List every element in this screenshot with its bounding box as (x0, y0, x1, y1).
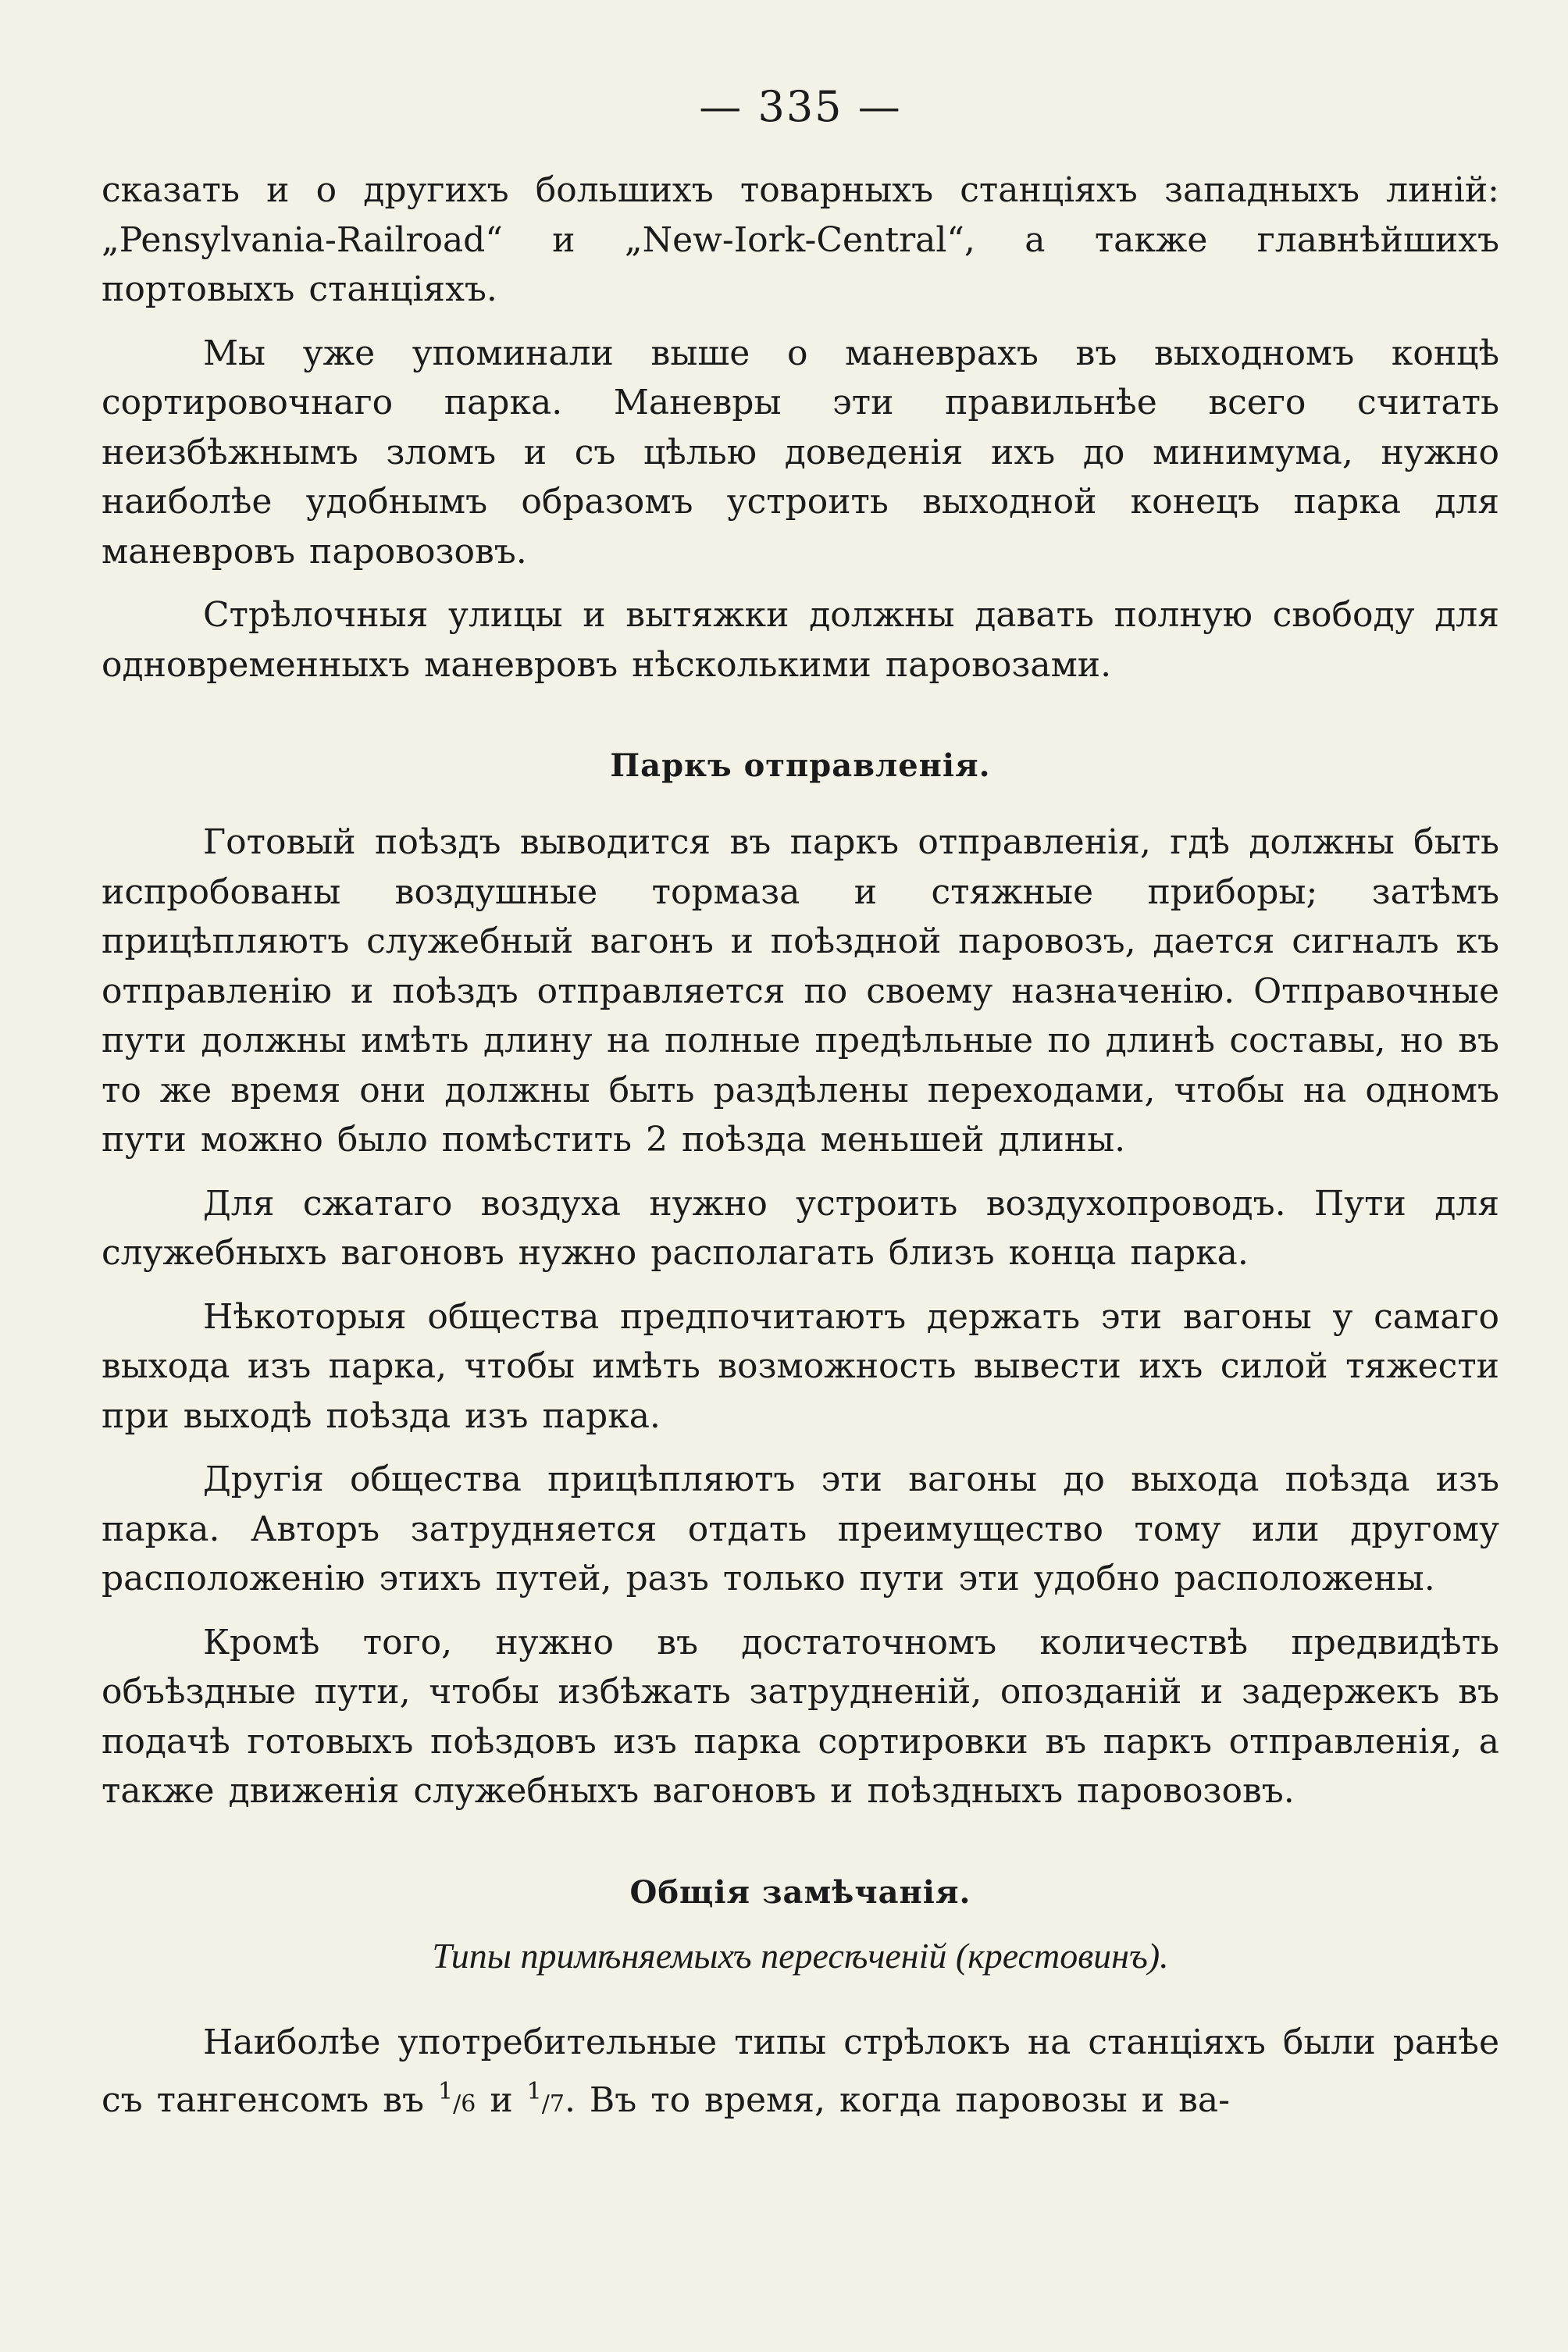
document-page (102, 82, 1499, 2129)
page-number: — 335 — (699, 82, 902, 131)
paragraph-continuation: сказать и о другихъ большихъ товарныхъ станціяхъ западныхъ линій: „Pensylvania-Railroad“ и „New-Iork-Central“, а также главнѣйшихъ портовыхъ станціяхъ. (102, 170, 1499, 309)
section-heading-general-remarks: Общія замѣчанія. (629, 1873, 971, 1911)
text-after: . Въ то время, когда паровозы и ва- (564, 2080, 1230, 2120)
paragraph-switch-types (102, 2018, 1499, 2129)
paragraph-maneuvers: Мы уже упоминали выше о маневрахъ въ выходномъ концѣ сортировочнаго парка. Маневры эти правильнѣе всего считать неизбѣжнымъ зломъ и съ цѣлью доведенія ихъ до минимума, нужно наиболѣе удобнымъ образомъ устроить выходной конецъ парка для маневровъ паровозовъ. (102, 333, 1499, 572)
text-before: Наиболѣе употребительные типы стрѣлокъ на станціяхъ были ранѣе съ тангенсомъ въ (102, 2022, 1499, 2120)
paragraph-departure-1: Готовый поѣздъ выводится въ паркъ отправленія, гдѣ должны быть испробованы воздушные тормаза и стяжные приборы; затѣмъ прицѣпляютъ служебный вагонъ и поѣздной паровозъ, дается сигналъ къ отправленію и поѣздъ отправляется по своему назначенію. Отправочные пути должны имѣть длину на полные предѣльные по длинѣ составы, но въ то же время они должны быть раздѣлены переходами, чтобы на одномъ пути можно было помѣстить 2 поѣзда меньшей длины. (102, 822, 1499, 1160)
text-mid: и (476, 2080, 527, 2120)
fraction-numerator-1: 1 (438, 2078, 454, 2105)
subheading-crossing-types: Типы примѣняемыхъ пересѣченій (крестовинъ). (432, 1935, 1169, 1976)
fraction-denominator-2: /7 (541, 2090, 565, 2118)
fraction-denominator-1: /6 (453, 2090, 476, 2118)
paragraph-departure-4: Другія общества прицѣпляютъ эти вагоны до выхода поѣзда изъ парка. Авторъ затрудняется отдать преимущество тому или другому расположенію этихъ путей, разъ только пути эти удобно расположены. (102, 1459, 1499, 1598)
paragraph-departure-3: Нѣкоторыя общества предпочитаютъ держать эти вагоны у самаго выхода изъ парка, чтобы имѣть возможность вывести ихъ силой тяжести при выходѣ поѣзда изъ парка. (102, 1296, 1499, 1436)
paragraph-departure-2: Для сжатаго воздуха нужно устроить воздухопроводъ. Пути для служебныхъ вагоновъ нужно располагать близъ конца парка. (102, 1183, 1499, 1273)
fraction-numerator-2: 1 (526, 2078, 542, 2105)
section-heading-departure-yard: Паркъ отправленія. (610, 747, 991, 784)
paragraph-switch-streets: Стрѣлочныя улицы и вытяжки должны давать полную свободу для одновременныхъ маневровъ нѣсколькими паровозами. (102, 595, 1499, 685)
paragraph-departure-5: Кромѣ того, нужно въ достаточномъ количествѣ предвидѣть объѣздные пути, чтобы избѣжать затрудненій, опозданій и задержекъ въ подачѣ готовыхъ поѣздовъ изъ парка сортировки въ паркъ отправленія, а также движенія служебныхъ вагоновъ и поѣздныхъ паровозовъ. (102, 1622, 1499, 1811)
